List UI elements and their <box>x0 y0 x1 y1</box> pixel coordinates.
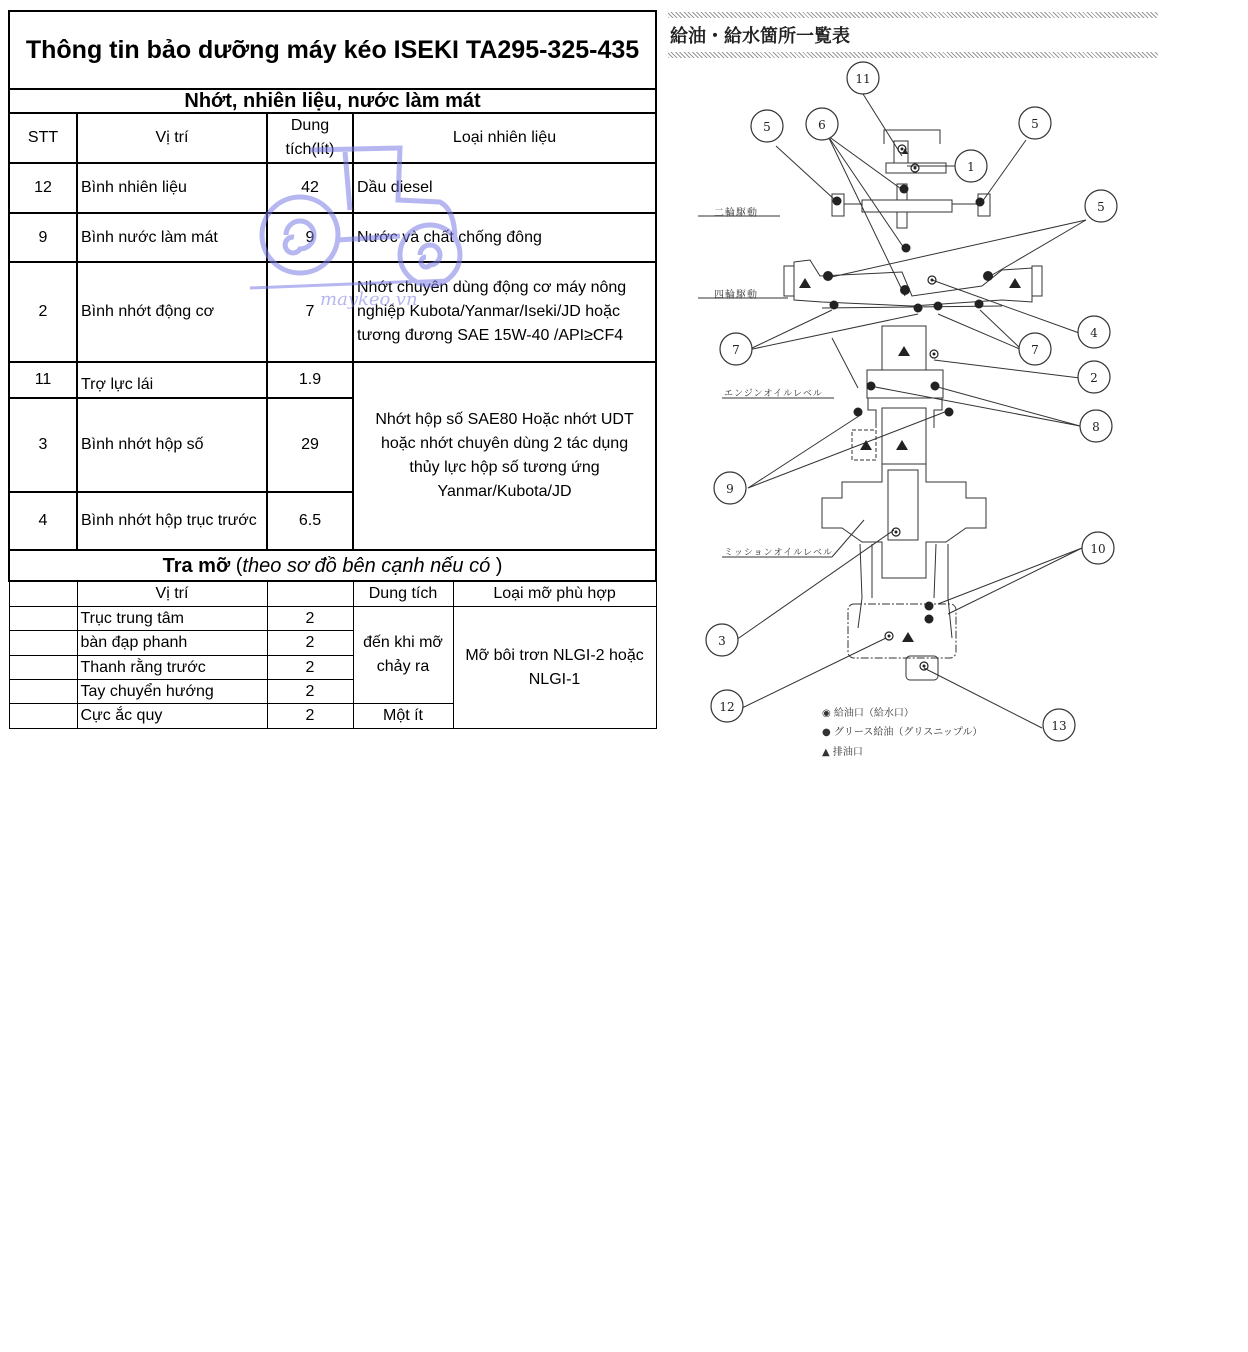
grease-amount-overflow: đến khi mỡ chảy ra <box>353 607 453 704</box>
label-engine-oil-level: エンジンオイルレベル <box>724 389 823 399</box>
row-position: Bình nhớt hộp trục trước <box>77 492 267 550</box>
svg-text:5: 5 <box>1031 117 1039 131</box>
grease-empty-cell <box>9 704 77 729</box>
table-row <box>9 213 656 262</box>
table-row <box>9 362 656 398</box>
grease-position: bàn đạp phanh <box>77 631 267 656</box>
svg-text:8: 8 <box>1092 420 1100 434</box>
row-stt: 9 <box>9 213 77 262</box>
grease-position: Trục trung tâm <box>77 607 267 631</box>
grease-col-position: Vị trí <box>77 581 267 607</box>
row-fuel-type: Nhớt chuyên dùng động cơ máy nông nghiệp Kubota/Yanmar/Iseki/JD hoặc tương đương SAE 15W-40 /API≥CF4 <box>353 262 656 362</box>
col-header-capacity: Dung tích(lít) <box>267 113 353 163</box>
row-position: Bình nhớt động cơ <box>77 262 267 362</box>
table-row <box>9 163 656 213</box>
grease-count: 2 <box>267 607 353 631</box>
diagram-title: 給油・給水箇所一覧表 <box>670 26 850 47</box>
lubrication-diagram <box>662 8 1162 768</box>
col-header-stt: STT <box>9 113 77 163</box>
svg-text:1: 1 <box>967 160 975 174</box>
grease-point-icon: ● <box>822 727 831 738</box>
svg-text:2: 2 <box>1090 371 1098 385</box>
grease-empty-cell <box>9 631 77 656</box>
diagram-drawing <box>662 8 1162 768</box>
legend-fill-port: ◉ 給油口（給水口） <box>822 708 914 719</box>
svg-text:4: 4 <box>1090 326 1098 340</box>
svg-text:7: 7 <box>732 343 740 357</box>
svg-text:13: 13 <box>1051 719 1067 733</box>
row-capacity: 7 <box>267 262 353 362</box>
svg-text:12: 12 <box>719 700 735 714</box>
label-4wd: 四輪駆動 <box>714 290 758 301</box>
grease-count: 2 <box>267 631 353 656</box>
grease-col-count <box>267 581 353 607</box>
col-header-fuel-type: Loại nhiên liệu <box>353 113 656 163</box>
shared-fuel-type: Nhớt hộp số SAE80 Hoặc nhớt UDT hoặc nhớt chuyên dùng 2 tác dụng thủy lực hộp số tương ứng Yanmar/Kubota/JD <box>353 362 656 550</box>
grease-empty-cell <box>9 656 77 680</box>
table-row <box>9 262 656 362</box>
table-row <box>9 607 656 631</box>
grease-empty-cell <box>9 680 77 704</box>
grease-count: 2 <box>267 680 353 704</box>
grease-col-amount: Dung tích <box>353 581 453 607</box>
row-capacity: 9 <box>267 213 353 262</box>
row-stt: 11 <box>9 362 77 398</box>
fill-port-icon: ◉ <box>822 708 831 719</box>
grease-empty-cell <box>9 607 77 631</box>
svg-text:5: 5 <box>1097 200 1105 214</box>
row-fuel-type: Nước và chất chống đông <box>353 213 656 262</box>
row-capacity: 42 <box>267 163 353 213</box>
svg-text:7: 7 <box>1031 343 1039 357</box>
svg-text:10: 10 <box>1090 542 1106 556</box>
drain-triangle-icon: ▲ <box>822 747 830 758</box>
grease-position: Thanh rằng trước <box>77 656 267 680</box>
row-capacity: 29 <box>267 398 353 492</box>
label-mission-oil-level: ミッションオイルレベル <box>724 548 833 558</box>
document-title: Thông tin bảo dưỡng máy kéo ISEKI TA295-325-435 <box>9 11 656 89</box>
row-capacity: 6.5 <box>267 492 353 550</box>
legend-grease-nipple: ● グリース給油（グリスニップル） <box>822 727 983 738</box>
grease-amount-little: Một ít <box>353 704 453 729</box>
row-fuel-type: Dầu diesel <box>353 163 656 213</box>
section-grease-heading: Tra mỡ (theo sơ đồ bên cạnh nếu có ) <box>9 550 656 581</box>
grease-col-empty <box>9 581 77 607</box>
maintenance-sheet <box>8 10 655 729</box>
row-stt: 12 <box>9 163 77 213</box>
grease-count: 2 <box>267 704 353 729</box>
row-position: Bình nhiên liệu <box>77 163 267 213</box>
svg-text:maykeo.vn: maykeo.vn <box>320 289 418 310</box>
svg-text:5: 5 <box>763 120 771 134</box>
row-position: Bình nước làm mát <box>77 213 267 262</box>
row-position: Trợ lực lái <box>77 362 267 398</box>
svg-text:11: 11 <box>855 72 871 86</box>
svg-text:3: 3 <box>718 634 726 648</box>
svg-text:6: 6 <box>818 118 826 132</box>
row-stt: 2 <box>9 262 77 362</box>
grease-position: Cực ắc quy <box>77 704 267 729</box>
row-position: Bình nhớt hộp số <box>77 398 267 492</box>
maintenance-table <box>8 10 657 729</box>
grease-count: 2 <box>267 656 353 680</box>
row-stt: 3 <box>9 398 77 492</box>
legend-drain: ▲ 排油口 <box>822 747 863 758</box>
label-2wd: 二輪駆動 <box>714 208 758 219</box>
grease-type: Mỡ bôi trơn NLGI-2 hoặc NLGI-1 <box>453 607 656 729</box>
col-header-position: Vị trí <box>77 113 267 163</box>
grease-position: Tay chuyển hướng <box>77 680 267 704</box>
svg-text:9: 9 <box>726 482 734 496</box>
row-capacity: 1.9 <box>267 362 353 398</box>
grease-col-type: Loại mỡ phù hợp <box>453 581 656 607</box>
row-stt: 4 <box>9 492 77 550</box>
section-fluids-heading: Nhớt, nhiên liệu, nước làm mát <box>9 89 656 113</box>
